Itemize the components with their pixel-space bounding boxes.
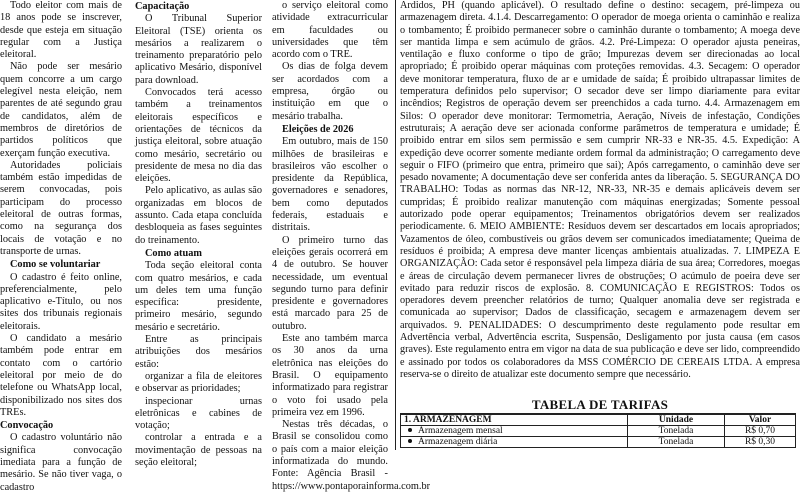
paragraph: O cadastro voluntário não significa convocação imediata para a função de mesário. Se não tiver vaga, o cadastro — [0, 432, 122, 493]
tariff-item-label: Armazenagem mensal — [418, 426, 503, 436]
regulation-text: Ardidos, PH (quando aplicável). O resultado define o destino: secagem, pré-limpeza ou armazenagem direta. 4.1.4. Descarregamento: O operador de moega orienta o caminhão e realiza o tombamento; É proibido permanecer sobre o caminhão durante o tombamento; A moega deve ser mantida limpa e sem acúmulo de grãos. 4.2. Pré-Limpeza: O operador ajusta peneiras, ventilação e fluxo conforme o tipo de grão; Impurezas devem ser direcionadas ao local apropriado; É proibido operar máquinas com proteções removidas. 4.3. Secagem: O operador deve monitorar temperatura, fluxo de ar e umidade de saída; É proibido ultrapassar limites de temperatura definidos pelo supervisor; O secador deve ser limpo diariamente para evitar incêndios; Registros de operação devem ser preenchidos a cada turno. 4.4. Armazenagem em Silos: O operador deve monitorar: Termometria, Aeração, Níveis de infestação, Condições estruturais; A aeração deve ser acionada conforme parâmetros de temperatura e umidade; É proibido entrar em silos sem permissão e sem cumprir NR-33 e NR-35. 4.5. Expedição: A expedição deve ocorrer somente mediante ordem formal da administração; O carregamento deve seguir o FIFO (primeiro que entra, primeiro que sai); Após carregamento, o caminhão deve ser pesado novamente; A documentação deve ser conferida antes da liberação. 5. SEGURANÇA DO TRABALHO: Todas as normas das NR-12, NR-33, NR-35 e demais aplicáveis devem ser cumpridas; É proibido realizar manutenção com máquinas energizadas; Somente pessoal autorizado pode operar equipamentos; Treinamentos obrigatórios devem ser realizados periodicamente. 6. MEIO AMBIENTE: Resíduos devem ser descartados em locais apropriados; Vazamentos de óleo, combustíveis ou grãos devem ser comunicados imediatamente; Queima de resíduos é proibida; A empresa deve manter licenças ambientais atualizadas. 7. LIMPEZA E ORGANIZAÇÃO: Cada setor é responsável pela limpeza diária de sua área; Corredores, moegas e áreas de circulação devem permanecer livres de obstruções; O acúmulo de poeira deve ser evitado para reduzir riscos de explosão. 8. COMUNICAÇÃO E REGISTROS: Todos os operadores devem preencher relatórios de turno; Qualquer anomalia deve ser registrada e comunicada ao supervisor; Dados de classificação, secagem e armazenagem devem ser arquivados. 9. PENALIDADES: O descumprimento deste regulamento pode resultar em Advertência verbal, Advertência escrita, Suspensão, Desligamento por justa causa (em casos graves). Este regulamento entra em vigor na data de sua publicação e deve ser lido, compreendido e assinado por todos os colaboradores da MSS COMÉRCIO DE CEREAIS LTDA. A empresa reserva-se o direito de atualizar este documento sempre que necessário. — [400, 0, 800, 380]
tariff-table-title: TABELA DE TARIFAS — [531, 397, 669, 412]
tariff-unit: Tonelada — [628, 426, 725, 437]
tariff-row — [401, 426, 796, 437]
section-heading: Convocação — [0, 420, 54, 432]
tariff-item — [401, 426, 628, 437]
column-divider — [395, 0, 396, 450]
article-column-2 — [135, 0, 262, 468]
paragraph: Nestas três décadas, o Brasil se consolidou como o país com a maior eleição informatizada do mundo. Fonte: Agência Brasil - https://www.pontaporainforma.com.br — [272, 419, 431, 492]
paragraph: o serviço eleitoral como atividade extracurricular em faculdades ou universidades que têm acordo com o TRE. — [272, 0, 388, 61]
paragraph: Toda seção eleitoral conta com quatro mesários, e cada um deles tem uma função específica: presidente, primeiro mesário, segundo mesário e secretário. — [135, 260, 262, 333]
paragraph: O Tribunal Superior Eleitoral (TSE) orienta os mesários a realizarem o treinamento preparatório pelo aplicativo Mesário, disponível para download. — [135, 13, 262, 86]
tariff-table — [400, 413, 796, 448]
paragraph: organizar a fila de eleitores e observar as prioridades; — [135, 370, 262, 395]
tariff-header-row — [401, 414, 796, 426]
article-column-1 — [0, 0, 122, 493]
tariff-section-label: 1. ARMAZENAGEM — [401, 414, 628, 426]
paragraph: O candidato a mesário também pode entrar em contato com o cartório eleitoral por meio de do telefone ou WhatsApp local, disponibilizado nos sites dos TREs. — [0, 333, 122, 418]
paragraph: Autoridades policiais também estão impedidas de serem convocadas, pois participam do processo eleitoral de outras formas, como na segurança dos locais de votação e no transporte de urnas. — [0, 159, 122, 257]
paragraph: Todo eleitor com mais de 18 anos pode se inscrever, desde que esteja em situação regular com a Justiça eleitoral. — [0, 0, 122, 61]
paragraph: controlar a entrada e a movimentação de pessoas na seção eleitoral; — [135, 432, 262, 468]
tariff-item-label: Armazenagem diária — [418, 437, 498, 447]
regulation-column — [400, 0, 800, 392]
section-heading: Capacitação — [135, 1, 190, 12]
article-column-3 — [272, 0, 431, 492]
paragraph: O cadastro é feito online, preferencialmente, pelo aplicativo e-Título, ou nos sites dos tribunais regionais eleitorais. — [0, 271, 122, 332]
section-heading: Como atuam — [145, 247, 202, 259]
tariff-unit: Tonelada — [628, 437, 725, 448]
paragraph: Não pode ser mesário quem concorre a um cargo elegível nesta eleição, nem parentes de até segundo grau de candidatos, além de membros de diretórios de partidos políticos que exerçam função executiva. — [0, 61, 122, 159]
paragraph: Os dias de folga devem ser acordados com a empresa, órgão ou instituição em que o mesário trabalha. — [272, 61, 388, 122]
tariff-item — [401, 437, 628, 448]
tariff-value: R$ 0,30 — [725, 437, 796, 448]
tariff-value-header: Valor — [725, 414, 796, 426]
tariff-row — [401, 437, 796, 448]
paragraph: Entre as principais atribuições dos mesários estão: — [135, 334, 262, 370]
bullet-icon — [408, 428, 412, 432]
section-heading: Como se voluntariar — [10, 259, 101, 271]
bullet-icon — [408, 439, 412, 443]
tariff-value: R$ 0,70 — [725, 426, 796, 437]
paragraph: inspecionar urnas eletrônicas e cabines de votação; — [135, 395, 262, 432]
paragraph: Convocados terá acesso também a treinamentos eleitorais específicos e orientações de técnicos da justiça eleitoral, sobre atuação como mesário, secretário ou presidente de mesa no dia das eleições. — [135, 87, 262, 185]
tariff-unit-header: Unidade — [628, 414, 725, 426]
paragraph: Este ano também marca os 30 anos da urna eletrônica nas eleições do Brasil. O equipamento informatizado para registrar o voto foi usado pela primeira vez em 1996. — [272, 333, 388, 418]
paragraph: O primeiro turno das eleições gerais ocorrerá em 4 de outubro. Se houver necessidade, um eventual segundo turno para definir presidente e governadores está marcado para 25 de outubro. — [272, 234, 388, 332]
paragraph: Pelo aplicativo, as aulas são organizadas em blocos de assunto. Cada etapa concluída desbloqueia as fases seguintes do treinamento. — [135, 185, 262, 246]
paragraph: Em outubro, mais de 150 milhões de brasileiras e brasileiros vão escolher o presidente da República, governadores e senadores, bem como deputados federais, estaduais e distritais. — [272, 136, 388, 234]
section-heading: Eleições de 2026 — [282, 123, 354, 135]
